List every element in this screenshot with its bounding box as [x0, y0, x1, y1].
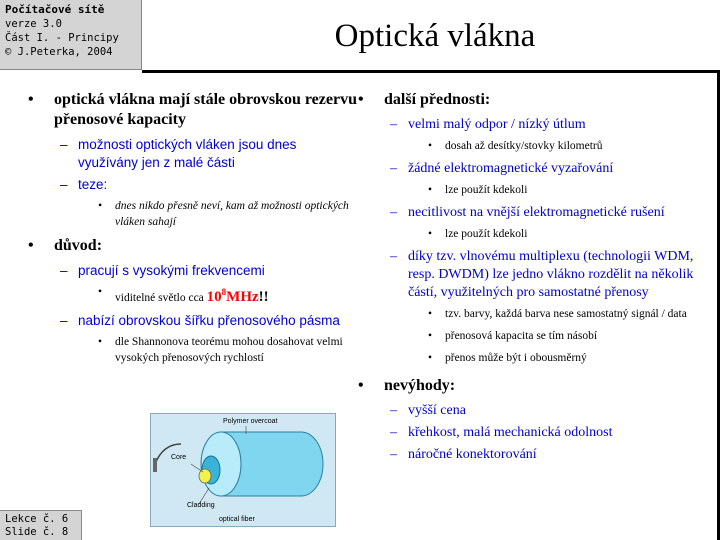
left-column: [20, 90, 360, 372]
sub-low-attenuation: – velmi malý odpor / nízký útlum: [350, 116, 720, 134]
frequency-unit: MHz: [226, 289, 259, 305]
sub-no-radiation: – žádné elektromagnetické vyzařování: [350, 160, 720, 178]
bullet-reason: • důvod:: [20, 236, 360, 256]
lesson-number: Lekce č. 6: [5, 513, 69, 525]
detail-capacity-multiplied: • přenosová kapacita se tím násobí: [350, 328, 720, 344]
bullet-capacity: • optická vlákna mají stále obrovskou rezervu přenosové kapacity: [20, 90, 360, 130]
fiber-connector: [153, 458, 157, 472]
bullet-disadvantages: • nevýhody:: [350, 376, 720, 396]
label-cladding: Cladding: [187, 502, 215, 509]
label-overcoat: Polymer overcoat: [223, 418, 278, 425]
sub-fragility: – křehkost, malá mechanická odolnost: [350, 424, 720, 442]
frequency-value: [207, 289, 259, 305]
course-part: Část I. - Principy: [5, 32, 119, 44]
sub-bandwidth: – nabízí obrovskou šířku přenosového pásma: [20, 312, 360, 330]
slide-footer: [0, 510, 82, 540]
detail-colors: • tzv. barvy, každá barva nese samostatný signál / data: [350, 306, 720, 322]
visible-light-text: viditelné světlo cca: [115, 292, 204, 304]
sub-usage: – možnosti optických vláken jsou dnes využívány jen z malé části: [20, 136, 360, 172]
sub-immunity: – necitlivost na vnější elektromagnetické rušení: [350, 204, 720, 222]
sub-high-frequencies: – pracují s vysokými frekvencemi: [20, 262, 360, 280]
frequency-exponent: 8: [221, 287, 227, 297]
detail-shannon: • dle Shannonova teorému mohou dosahovat velmi vysokých přenosových rychlostí: [20, 334, 360, 366]
slide-number: Slide č. 8: [5, 526, 69, 538]
slide-content: [20, 90, 714, 535]
course-copyright: © J.Peterka, 2004: [5, 46, 113, 58]
sub-connectors: – náročné konektorování: [350, 446, 720, 464]
exclamation: !!: [258, 289, 269, 305]
sub-wdm: – díky tzv. vlnovému multiplexu (technologii WDM, resp. DWDM) lze jedno vlákno rozdělit na několik částí, využitelných pro samostatné přenosy: [350, 248, 720, 302]
detail-use-anywhere-1: • lze použít kdekoli: [350, 182, 720, 198]
bullet-advantages: • další přednosti:: [350, 90, 720, 110]
figure-caption: optical fiber: [219, 516, 255, 523]
course-info-box: [0, 0, 142, 70]
sub-thesis: – teze:: [20, 176, 360, 194]
course-version: verze 3.0: [5, 18, 62, 30]
detail-visible-light: [20, 284, 360, 306]
detail-range: • dosah až desítky/stovky kilometrů: [350, 138, 720, 154]
right-column: [350, 90, 720, 468]
label-core: Core: [171, 454, 187, 461]
detail-bidirectional: • přenos může být i obousměrný: [350, 350, 720, 366]
detail-thesis: • dnes nikdo přesně neví, kam až možnosti optických vláken sahají: [20, 198, 360, 230]
sub-higher-price: – vyšší cena: [350, 402, 720, 420]
detail-use-anywhere-2: • lze použít kdekoli: [350, 226, 720, 242]
core-shape: [199, 469, 211, 483]
frequency-base: 10: [206, 289, 222, 305]
header-divider: [142, 70, 720, 73]
course-title: Počítačové sítě: [5, 3, 105, 16]
optical-fiber-figure: [150, 413, 336, 527]
fiber-illustration: [151, 414, 335, 526]
slide-title: Optická vlákna: [334, 18, 536, 54]
